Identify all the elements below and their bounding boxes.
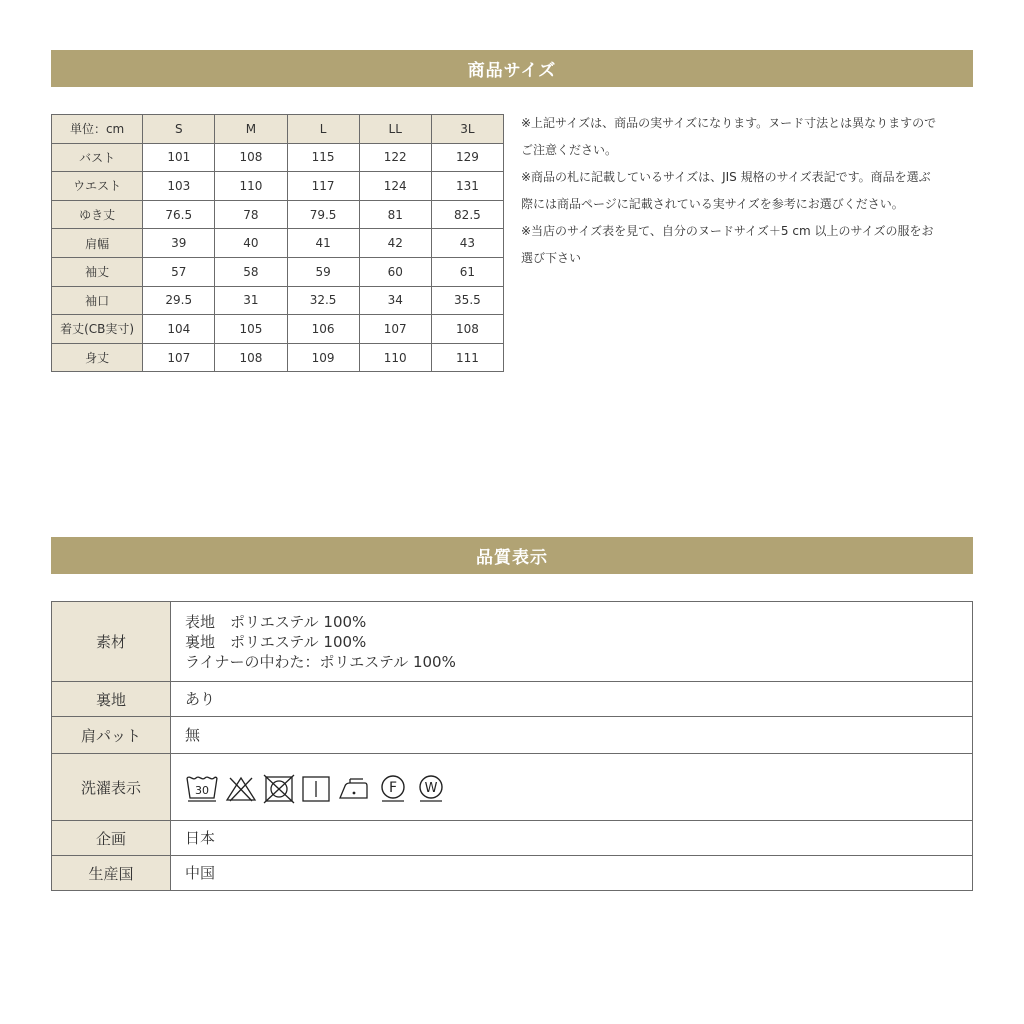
- size-cell: 61: [431, 257, 503, 286]
- size-cell: 42: [359, 229, 431, 258]
- size-row-label: 身丈: [52, 343, 143, 372]
- material-value: [171, 602, 973, 682]
- size-note-line: ※商品の札に記載しているサイズは、JIS 規格のサイズ表記です。商品を選ぶ: [521, 170, 931, 184]
- size-note-line: ご注意ください。: [521, 143, 618, 157]
- size-cell: 31: [215, 286, 287, 315]
- wash-temp-text: 30: [195, 784, 209, 797]
- quality-row-origin: [52, 856, 973, 891]
- no-tumble-dry-icon: [263, 774, 295, 804]
- size-cell: 101: [143, 143, 215, 172]
- size-cell: 34: [359, 286, 431, 315]
- quality-row-material: [52, 602, 973, 682]
- size-table-header-row: [52, 115, 504, 144]
- shoulder-pad-label: 肩パット: [52, 717, 171, 754]
- size-table-row: [52, 200, 504, 229]
- shoulder-pad-value: 無: [171, 717, 973, 754]
- origin-label: 生産国: [52, 856, 171, 891]
- size-cell: 82.5: [431, 200, 503, 229]
- size-cell: 40: [215, 229, 287, 258]
- size-cell: 105: [215, 315, 287, 344]
- size-table-header-3l: 3L: [431, 115, 503, 144]
- wash-tub-30-icon: [185, 774, 219, 804]
- care-value: [171, 754, 973, 821]
- size-cell: 117: [287, 172, 359, 201]
- quality-section-banner: [51, 537, 973, 574]
- size-cell: 79.5: [287, 200, 359, 229]
- size-cell: 58: [215, 257, 287, 286]
- size-cell: 35.5: [431, 286, 503, 315]
- size-cell: 103: [143, 172, 215, 201]
- size-table-row: [52, 143, 504, 172]
- size-cell: 131: [431, 172, 503, 201]
- size-cell: 108: [215, 143, 287, 172]
- size-row-label: バスト: [52, 143, 143, 172]
- size-cell: 122: [359, 143, 431, 172]
- size-cell: 39: [143, 229, 215, 258]
- size-row-label: 袖丈: [52, 257, 143, 286]
- size-table-row: [52, 257, 504, 286]
- size-cell: 106: [287, 315, 359, 344]
- size-note-line: ※当店のサイズ表を見て、自分のヌードサイズ＋5 cm 以上のサイズの服をお: [521, 224, 934, 238]
- size-cell: 76.5: [143, 200, 215, 229]
- quality-row-care: [52, 754, 973, 821]
- size-table-row: [52, 172, 504, 201]
- iron-low-icon: [337, 774, 371, 804]
- size-cell: 109: [287, 343, 359, 372]
- size-cell: 107: [143, 343, 215, 372]
- size-row-label: ウエスト: [52, 172, 143, 201]
- wet-clean-w-icon: [415, 774, 447, 804]
- size-cell: 43: [431, 229, 503, 258]
- planning-value: 日本: [171, 821, 973, 856]
- size-row-label: 肩幅: [52, 229, 143, 258]
- size-cell: 108: [431, 315, 503, 344]
- size-cell: 78: [215, 200, 287, 229]
- size-cell: 115: [287, 143, 359, 172]
- size-note-line: 選び下さい: [521, 251, 582, 265]
- size-table-header-unit: 単位：cm: [52, 115, 143, 144]
- size-table: [51, 114, 504, 372]
- quality-row-lining: [52, 682, 973, 717]
- size-table-header-s: S: [143, 115, 215, 144]
- size-cell: 107: [359, 315, 431, 344]
- size-table-header-ll: LL: [359, 115, 431, 144]
- size-cell: 41: [287, 229, 359, 258]
- size-section-banner: [51, 50, 973, 87]
- size-cell: 57: [143, 257, 215, 286]
- wet-clean-w-text: W: [424, 781, 438, 796]
- quality-section-title: 品質表示: [476, 548, 548, 568]
- quality-row-planning: [52, 821, 973, 856]
- size-cell: 29.5: [143, 286, 215, 315]
- size-cell: 81: [359, 200, 431, 229]
- size-cell: 111: [431, 343, 503, 372]
- size-cell: 104: [143, 315, 215, 344]
- quality-table: [51, 601, 973, 891]
- dry-clean-f-icon: [377, 774, 409, 804]
- size-cell: 110: [215, 172, 287, 201]
- material-line-lining: 裏地 ポリエステル 100%: [185, 632, 367, 651]
- size-note-line: ※上記サイズは、商品の実サイズになります。ヌード寸法とは異なりますので: [521, 116, 937, 130]
- material-label: 素材: [52, 602, 171, 682]
- size-row-label: 着丈(CB実寸): [52, 315, 143, 344]
- size-table-row: [52, 343, 504, 372]
- size-cell: 60: [359, 257, 431, 286]
- material-line-outer: 表地 ポリエステル 100%: [185, 612, 367, 631]
- planning-label: 企画: [52, 821, 171, 856]
- size-cell: 110: [359, 343, 431, 372]
- dry-clean-f-text: F: [388, 780, 398, 796]
- origin-value: 中国: [171, 856, 973, 891]
- size-table-row: [52, 229, 504, 258]
- size-cell: 124: [359, 172, 431, 201]
- size-table-row: [52, 286, 504, 315]
- lining-label: 裏地: [52, 682, 171, 717]
- size-note-line: 際には商品ページに記載されている実サイズを参考にお選びください。: [521, 197, 904, 211]
- quality-row-shoulder-pad: [52, 717, 973, 754]
- no-bleach-icon: [225, 774, 257, 804]
- size-notes: [521, 110, 981, 272]
- size-table-header-m: M: [215, 115, 287, 144]
- lining-value: あり: [171, 682, 973, 717]
- size-table-row: [52, 315, 504, 344]
- size-cell: 59: [287, 257, 359, 286]
- line-dry-icon: [301, 774, 331, 804]
- size-section-title: 商品サイズ: [467, 61, 557, 81]
- care-icons: [185, 770, 972, 804]
- size-row-label: 袖口: [52, 286, 143, 315]
- size-cell: 129: [431, 143, 503, 172]
- material-line-liner: ライナーの中わた：ポリエステル 100%: [185, 652, 456, 671]
- care-label: 洗濯表示: [52, 754, 171, 821]
- size-cell: 32.5: [287, 286, 359, 315]
- size-cell: 108: [215, 343, 287, 372]
- size-table-header-l: L: [287, 115, 359, 144]
- size-row-label: ゆき丈: [52, 200, 143, 229]
